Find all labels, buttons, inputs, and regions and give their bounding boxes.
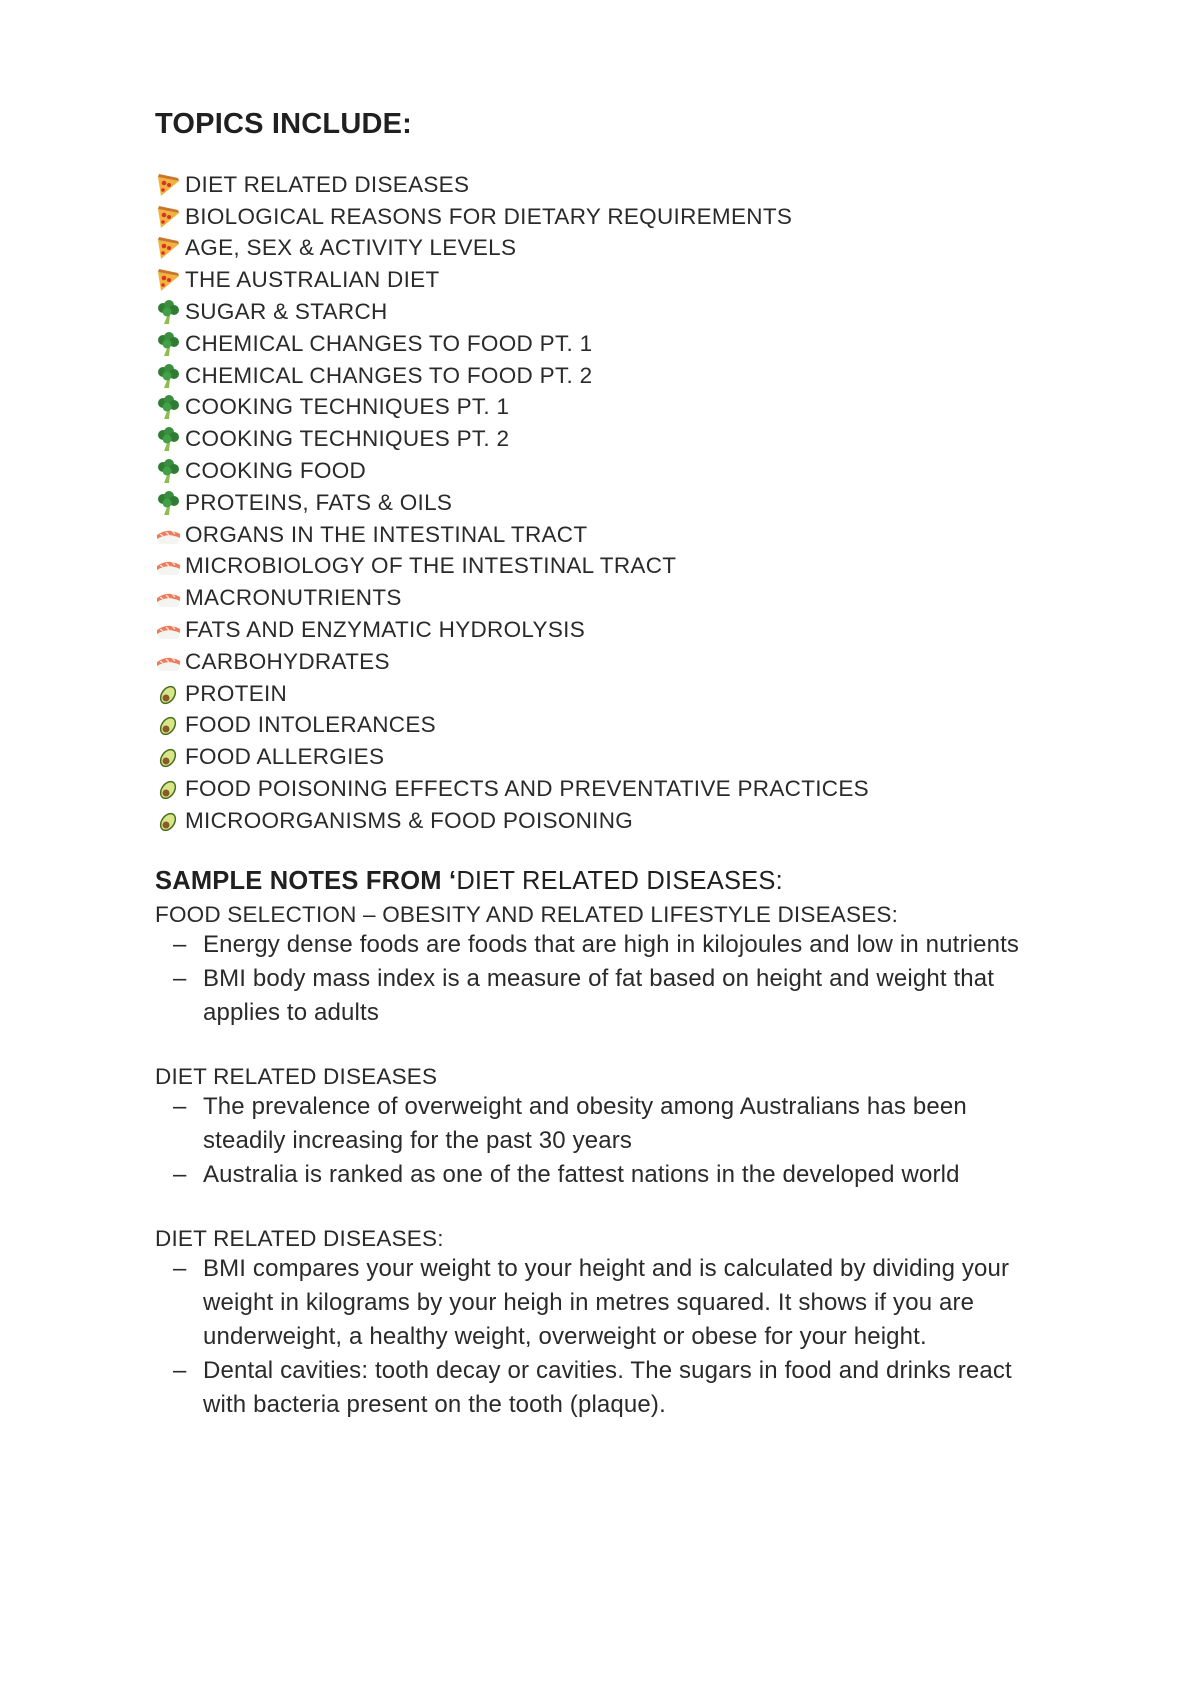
topic-item <box>155 741 1055 773</box>
bullet-dash: – <box>173 1356 187 1384</box>
topic-label: SUGAR & STARCH <box>185 299 388 325</box>
section-heading: FOOD SELECTION – OBESITY AND RELATED LIFESTYLE DISEASES: <box>155 901 899 927</box>
list-item <box>155 1252 1055 1354</box>
avocado-icon <box>155 744 181 770</box>
topic-label: DIET RELATED DISEASES <box>185 171 470 197</box>
topic-label: MICROBIOLOGY OF THE INTESTINAL TRACT <box>185 553 677 579</box>
topic-item <box>155 360 1055 392</box>
bullet-text: Energy dense foods are foods that are high in kilojoules and low in nutrients <box>203 930 1020 958</box>
topic-item <box>155 455 1055 487</box>
topic-item <box>155 169 1055 201</box>
pizza-icon <box>155 204 181 230</box>
section-heading: DIET RELATED DISEASES <box>155 1063 438 1089</box>
topic-item <box>155 773 1055 805</box>
topic-label: FOOD INTOLERANCES <box>185 712 436 738</box>
list-item <box>155 1090 1055 1158</box>
topic-label: THE AUSTRALIAN DIET <box>185 267 440 293</box>
avocado-icon <box>155 681 181 707</box>
broccoli-icon <box>155 331 181 357</box>
list-item <box>155 1354 1055 1422</box>
topic-label: PROTEINS, FATS & OILS <box>185 489 453 515</box>
bullet-text: Dental cavities: tooth decay or cavities. The sugars in food and drinks react with bacteria present on the tooth (plaque). <box>203 1356 1012 1418</box>
topic-label: MICROORGANISMS & FOOD POISONING <box>185 807 634 833</box>
topic-item <box>155 710 1055 742</box>
topic-item <box>155 519 1055 551</box>
bullet-dash: – <box>173 1160 187 1188</box>
topic-label: BIOLOGICAL REASONS FOR DIETARY REQUIREMENTS <box>185 203 793 229</box>
sushi-icon <box>155 553 181 579</box>
sample-notes-title <box>155 867 1055 896</box>
sushi-icon <box>155 585 181 611</box>
topic-label: CHEMICAL CHANGES TO FOOD PT. 2 <box>185 362 593 388</box>
topic-label: COOKING TECHNIQUES PT. 2 <box>185 426 510 452</box>
list-item <box>155 1158 1055 1192</box>
document-page <box>155 108 1055 1422</box>
sushi-icon <box>155 522 181 548</box>
bullet-dash: – <box>173 964 187 992</box>
broccoli-icon <box>155 490 181 516</box>
topic-item <box>155 582 1055 614</box>
bullet-dash: – <box>173 930 187 958</box>
topic-item <box>155 805 1055 837</box>
section-heading: DIET RELATED DISEASES: <box>155 1225 444 1251</box>
list-item <box>155 962 1055 1030</box>
topic-item <box>155 201 1055 233</box>
topic-label: ORGANS IN THE INTESTINAL TRACT <box>185 521 588 547</box>
topic-item <box>155 296 1055 328</box>
topic-label: AGE, SEX & ACTIVITY LEVELS <box>185 235 517 261</box>
sample-notes-title-rest: DIET RELATED DISEASES: <box>456 866 783 895</box>
bullet-text: BMI body mass index is a measure of fat based on height and weight that applies to adults <box>203 964 995 1026</box>
topic-label: PROTEIN <box>185 680 288 706</box>
broccoli-icon <box>155 426 181 452</box>
topic-label: FOOD POISONING EFFECTS AND PREVENTATIVE PRACTICES <box>185 776 869 802</box>
avocado-icon <box>155 712 181 738</box>
sushi-icon <box>155 617 181 643</box>
topic-label: MACRONUTRIENTS <box>185 585 402 611</box>
topic-item <box>155 392 1055 424</box>
avocado-icon <box>155 808 181 834</box>
bullet-dash: – <box>173 1092 187 1120</box>
topics-heading: TOPICS INCLUDE: <box>155 108 413 140</box>
pizza-icon <box>155 267 181 293</box>
topic-label: COOKING FOOD <box>185 458 367 484</box>
bullet-text: The prevalence of overweight and obesity among Australians has been steadily increasing for the past 30 years <box>203 1092 967 1154</box>
topic-label: CHEMICAL CHANGES TO FOOD PT. 1 <box>185 330 593 356</box>
broccoli-icon <box>155 363 181 389</box>
bullet-text: BMI compares your weight to your height and is calculated by dividing your weight in kilograms by your heigh in metres squared. It shows if you are underweight, a healthy weight, overweight or obese for your height. <box>203 1254 1010 1350</box>
broccoli-icon <box>155 458 181 484</box>
topic-item <box>155 678 1055 710</box>
topic-item <box>155 328 1055 360</box>
topic-item <box>155 264 1055 296</box>
topic-label: CARBOHYDRATES <box>185 648 390 674</box>
broccoli-icon <box>155 299 181 325</box>
topic-item <box>155 423 1055 455</box>
bullet-list <box>155 1090 1055 1192</box>
bullet-dash: – <box>173 1254 187 1282</box>
notes-sections <box>155 902 1055 1422</box>
topic-label: COOKING TECHNIQUES PT. 1 <box>185 394 510 420</box>
topics-list <box>155 169 1055 837</box>
sample-notes-title-bold: SAMPLE NOTES FROM ‘ <box>155 866 457 895</box>
avocado-icon <box>155 776 181 802</box>
broccoli-icon <box>155 394 181 420</box>
topic-item <box>155 614 1055 646</box>
topic-label: FATS AND ENZYMATIC HYDROLYSIS <box>185 617 586 643</box>
bullet-list <box>155 928 1055 1030</box>
pizza-icon <box>155 172 181 198</box>
topic-label: FOOD ALLERGIES <box>185 744 385 770</box>
list-item <box>155 928 1055 962</box>
topic-item <box>155 487 1055 519</box>
sushi-icon <box>155 649 181 675</box>
topic-item <box>155 646 1055 678</box>
pizza-icon <box>155 235 181 261</box>
bullet-list <box>155 1252 1055 1422</box>
topic-item <box>155 233 1055 265</box>
topic-item <box>155 551 1055 583</box>
bullet-text: Australia is ranked as one of the fattest nations in the developed world <box>203 1160 960 1188</box>
